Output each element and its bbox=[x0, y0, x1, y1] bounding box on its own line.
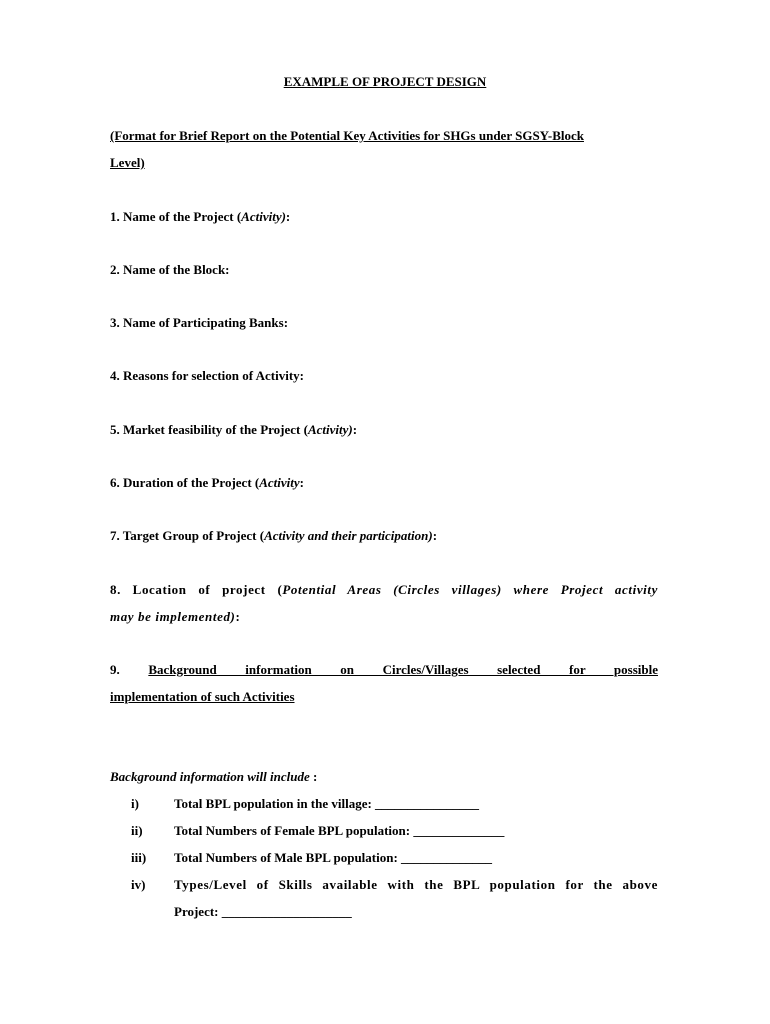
item-8-line-2: may be implemented): bbox=[110, 609, 241, 624]
item-9-line-1: 9. Background information on Circles/Villages selected for possible bbox=[110, 662, 658, 677]
subitem-number: ii) bbox=[131, 823, 143, 838]
item-9-line-2: implementation of such Activities bbox=[110, 689, 295, 704]
subitem-text: Total BPL population in the village: ________________ bbox=[174, 796, 480, 811]
item-3: 3. Name of Participating Banks: bbox=[110, 315, 289, 330]
subitem-number: iv) bbox=[131, 877, 146, 892]
item-4: 4. Reasons for selection of Activity: bbox=[110, 368, 305, 383]
item-6: 6. Duration of the Project (Activity: bbox=[110, 475, 305, 490]
subitem-number: iii) bbox=[131, 850, 147, 865]
item-7: 7. Target Group of Project (Activity and their participation): bbox=[110, 528, 438, 543]
item-1: 1. Name of the Project (Activity): bbox=[110, 209, 291, 224]
document-title: EXAMPLE OF PROJECT DESIGN bbox=[283, 74, 487, 89]
subitem-number: i) bbox=[131, 796, 139, 811]
subitem-text-continued: Project: ____________________ bbox=[174, 904, 352, 919]
subitem-text: Total Numbers of Female BPL population: ______________ bbox=[174, 823, 505, 838]
subitem-text: Total Numbers of Male BPL population: ______________ bbox=[174, 850, 493, 865]
item-8-line-1: 8. Location of project (Potential Areas (Circles villages) where Project activity bbox=[110, 582, 658, 597]
subtitle-line-2: Level) bbox=[110, 155, 145, 170]
background-heading: Background information will include : bbox=[110, 769, 318, 784]
item-5: 5. Market feasibility of the Project (Activity): bbox=[110, 422, 358, 437]
subitem-text: Types/Level of Skills available with the BPL population for the above bbox=[174, 877, 658, 892]
subtitle-line-1: (Format for Brief Report on the Potential Key Activities for SHGs under SGSY-Block bbox=[110, 128, 584, 143]
item-2: 2. Name of the Block: bbox=[110, 262, 230, 277]
